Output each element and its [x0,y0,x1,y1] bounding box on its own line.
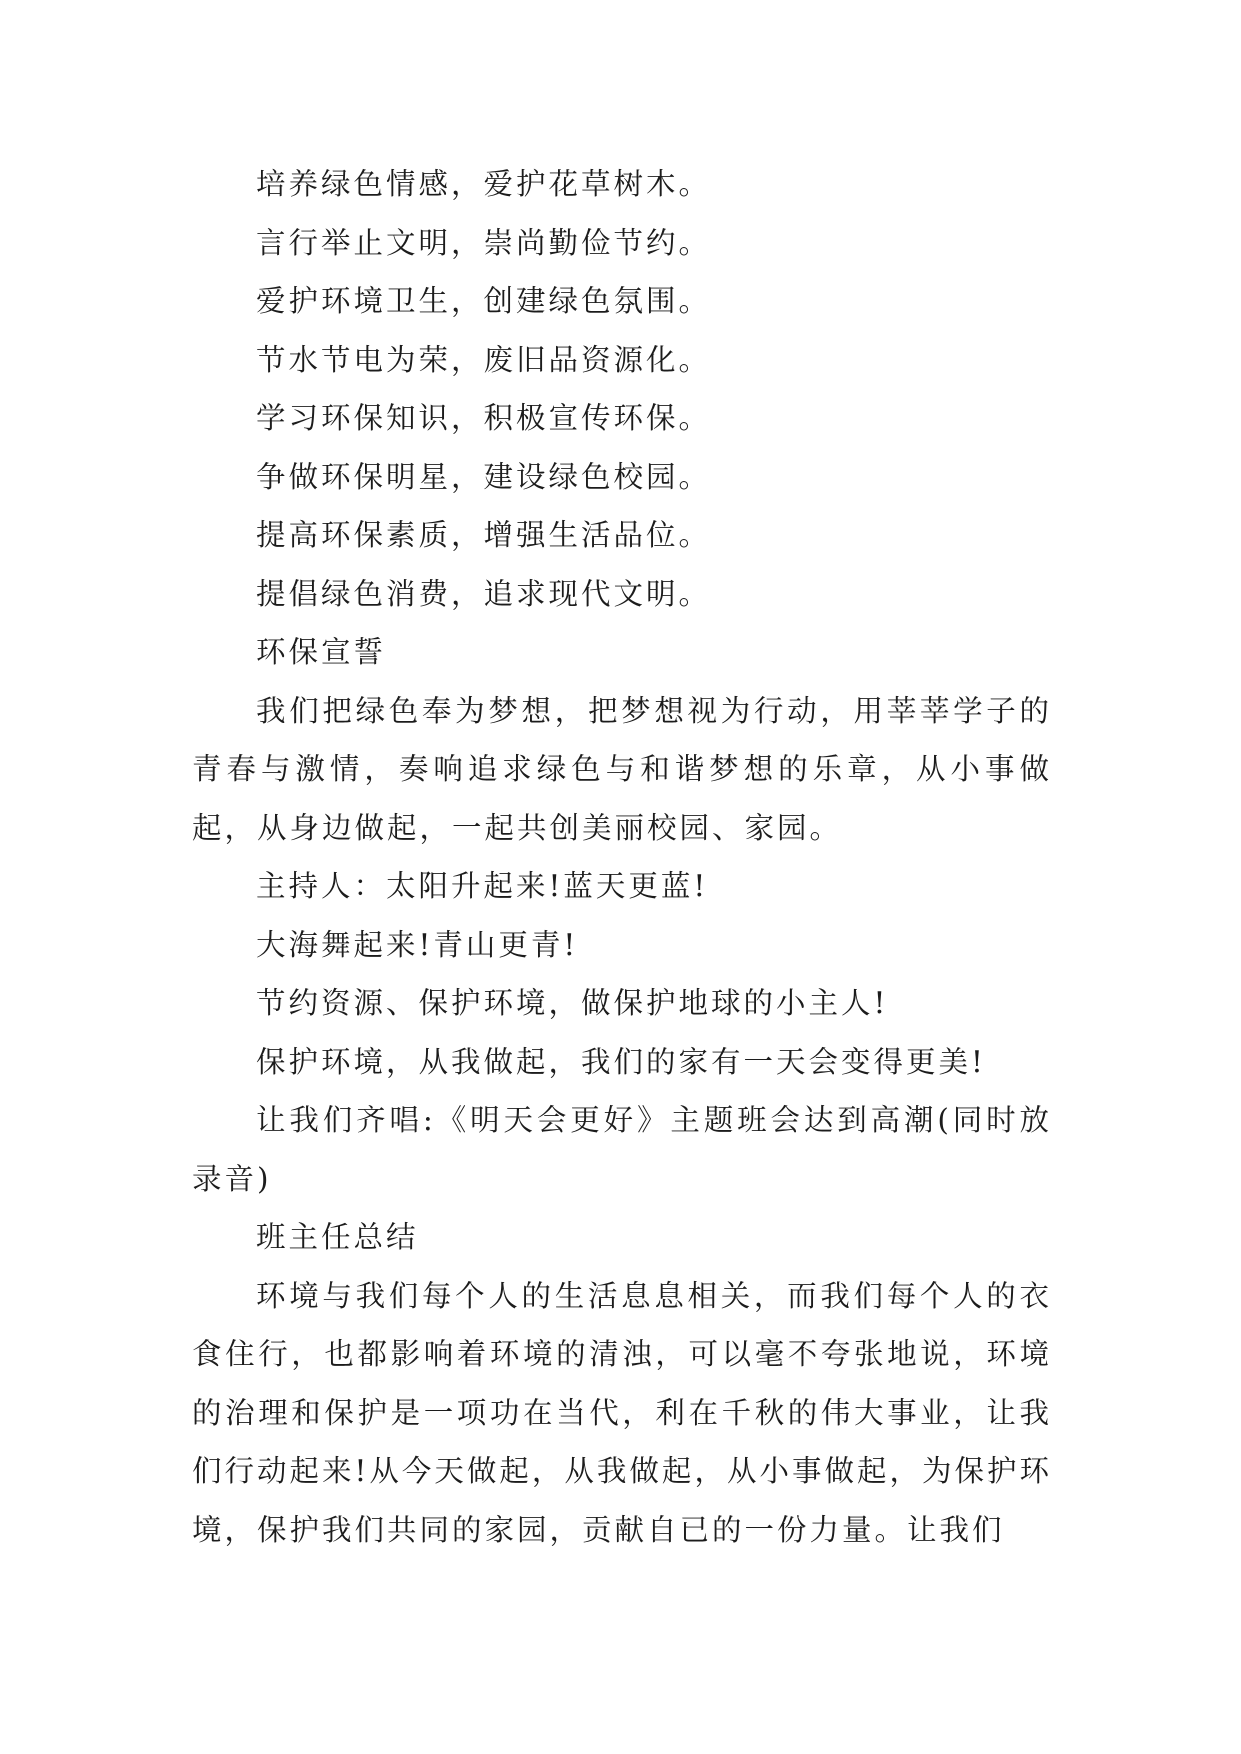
summary-heading: 班主任总结 [256,1220,419,1254]
slogan-line: 争做环保明星，建设绿色校园。 [256,459,712,494]
slogan-line: 言行举止文明，崇尚勤俭节约。 [256,225,712,260]
host-line: 大海舞起来!青山更青! [256,927,579,962]
slogan-line: 培养绿色情感，爱护花草树木。 [256,167,712,201]
host-line: 主持人：太阳升起来!蓝天更蓝! [256,869,709,903]
slogan-line: 提倡绿色消费，追求现代文明。 [256,576,712,611]
document-body [192,155,1052,1559]
slogan-line: 爱护环境卫生，创建绿色氛围。 [256,284,712,318]
slogan-line: 学习环保知识，积极宣传环保。 [256,401,712,435]
summary-paragraph: 环境与我们每个人的生活息息相关，而我们每个人的衣食住行，也都影响着环境的清浊，可以毫不夸张地说，环境的治理和保护是一项功在当代，利在千秋的伟大事业，让我们行动起来!从今天做起，从我做起，从小事做起，为保护环境，保护我们共同的家园，贡献自已的一份力量。让我们 [192,1278,1052,1547]
oath-heading: 环保宣誓 [256,635,387,669]
slogan-line: 节水节电为荣，废旧品资源化。 [256,342,712,377]
host-line: 让我们齐唱:《明天会更好》主题班会达到高潮(同时放录音) [192,1103,1052,1196]
oath-paragraph: 我们把绿色奉为梦想，把梦想视为行动，用莘莘学子的青春与激情，奏响追求绿色与和谐梦想的乐章，从小事做起，从身边做起，一起共创美丽校园、家园。 [192,693,1052,845]
host-line: 节约资源、保护环境，做保护地球的小主人! [256,986,889,1020]
host-line: 保护环境，从我做起，我们的家有一天会变得更美! [256,1044,986,1079]
slogan-line: 提高环保素质，增强生活品位。 [256,518,712,552]
